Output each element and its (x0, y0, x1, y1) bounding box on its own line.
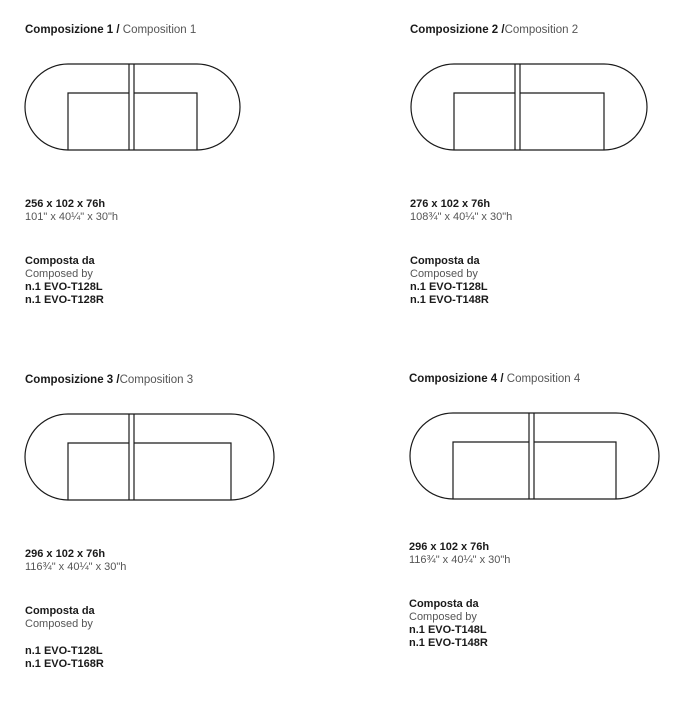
composition-4-seat-right (534, 442, 616, 499)
composition-1-item: n.1 EVO-T128L (25, 281, 103, 293)
composition-2-item: n.1 EVO-T148R (410, 294, 489, 306)
composition-3-title-it: Composizione 3 / (25, 374, 120, 386)
composition-1-dims-cm: 256 x 102 x 76h (25, 198, 106, 210)
composition-4-seat-left (453, 442, 529, 499)
composition-4-dimensions (409, 541, 510, 567)
composition-4-item: n.1 EVO-T148L (409, 624, 487, 636)
composition-1-composed-en: Composed by (25, 268, 93, 280)
composition-1-title-en: Composition 1 (119, 24, 197, 36)
composition-3-title-en: Composition 3 (119, 374, 194, 386)
composition-3-dims-in: 116¾" x 40¼" x 30"h (25, 561, 127, 573)
composition-2-title-en: Composition 2 (504, 24, 579, 36)
composition-4-composed (409, 598, 488, 650)
composition-2-dims-cm: 276 x 102 x 76h (410, 198, 491, 210)
composition-3-composed-it: Composta da (25, 605, 95, 617)
composition-3-composed-en: Composed by (25, 618, 93, 630)
composition-2-dims-in: 108¾" x 40¼" x 30"h (410, 211, 513, 223)
composition-3-item: n.1 EVO-T168R (25, 658, 104, 670)
composition-4-dims-cm: 296 x 102 x 76h (409, 541, 490, 553)
composition-4-dims-in: 116¾" x 40¼" x 30"h (409, 554, 511, 566)
composition-4-item: n.1 EVO-T148R (409, 637, 488, 649)
composition-2-item: n.1 EVO-T128L (410, 281, 488, 293)
composition-2-composed-it: Composta da (410, 255, 480, 267)
composition-1-title-it: Composizione 1 / (25, 24, 120, 36)
composition-2-title-it: Composizione 2 / (410, 24, 505, 36)
composition-4-title-it: Composizione 4 / (409, 373, 504, 385)
composition-1-item: n.1 EVO-T128R (25, 294, 104, 306)
composition-4-composed-en: Composed by (409, 611, 477, 623)
composition-3-dims-cm: 296 x 102 x 76h (25, 548, 106, 560)
composition-2-composed-en: Composed by (410, 268, 478, 280)
composition-1-composed-it: Composta da (25, 255, 95, 267)
composition-4-title-en: Composition 4 (503, 373, 581, 385)
composition-4-composed-it: Composta da (409, 598, 479, 610)
composition-1-dims-in: 101" x 40¼" x 30"h (25, 211, 119, 223)
composition-3-item: n.1 EVO-T128L (25, 645, 103, 657)
